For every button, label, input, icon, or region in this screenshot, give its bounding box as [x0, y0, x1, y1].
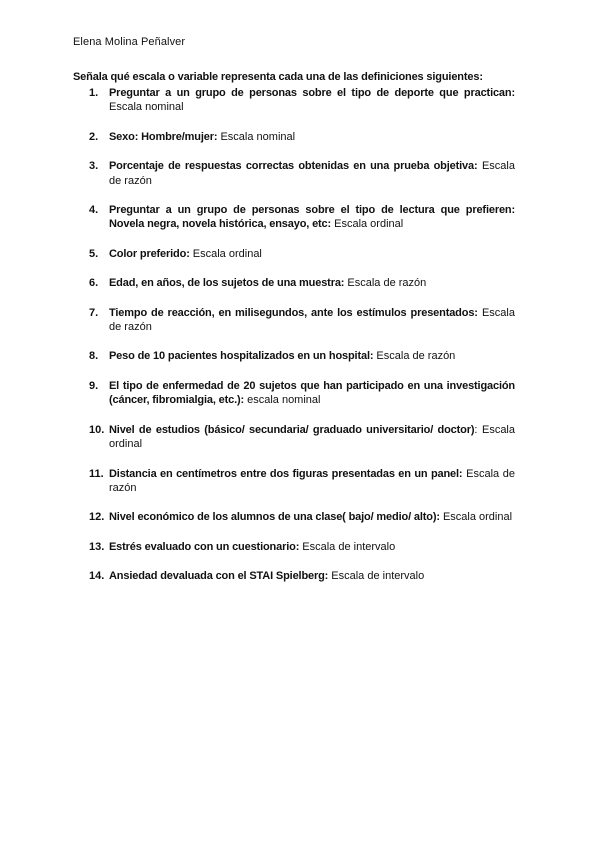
- item-number: 12.: [89, 511, 105, 524]
- item-answer: Escala ordinal: [442, 511, 513, 524]
- question-list: [73, 86, 515, 599]
- item-number: 5.: [89, 247, 99, 260]
- item-question: Nivel económico de los alumnos de una clase( bajo/ medio/ alto):: [109, 511, 440, 524]
- item-number: 1.: [89, 87, 99, 99]
- item-question: Nivel de estudios (básico/ secundaria/ graduado universitario/ doctor): [109, 423, 475, 436]
- instructions-heading: Señala qué escala o variable representa cada una de las definiciones siguientes:: [73, 71, 483, 83]
- list-item: [73, 247, 515, 261]
- item-number: 3.: [89, 160, 99, 173]
- item-answer: Escala de razón: [109, 160, 515, 187]
- item-answer: Escala de intervalo: [331, 570, 425, 583]
- list-item: [73, 510, 515, 524]
- item-number: 14.: [89, 570, 105, 583]
- item-number: 2.: [89, 130, 99, 143]
- item-answer: Escala de razón: [109, 467, 516, 494]
- item-question: El tipo de enfermedad de 20 sujetos que han participado en una investigación (cáncer, fibromialgia, etc.):: [109, 379, 515, 407]
- list-item: [73, 467, 515, 496]
- item-question: Estrés evaluado con un cuestionario:: [109, 540, 300, 553]
- item-question: Distancia en centímetros entre dos figuras presentadas en un panel:: [109, 467, 463, 480]
- list-item: [73, 130, 515, 144]
- item-question: Preguntar a un grupo de personas sobre el tipo de lectura que prefieren: Novela negra, novela histórica, ensayo, etc:: [109, 204, 515, 231]
- item-answer: Escala de razón: [376, 350, 456, 363]
- list-item: [73, 423, 515, 452]
- item-number: 8.: [89, 350, 99, 363]
- item-number: 10.: [89, 423, 105, 436]
- item-number: 7.: [89, 306, 99, 319]
- item-question: Sexo: Hombre/mujer:: [109, 130, 218, 143]
- item-answer: Escala nominal: [220, 130, 296, 143]
- list-item: [73, 540, 515, 554]
- list-item: [73, 306, 515, 335]
- item-answer: Escala de razón: [347, 277, 427, 290]
- item-question: Peso de 10 pacientes hospitalizados en un hospital:: [109, 350, 374, 363]
- item-number: 9.: [89, 379, 99, 392]
- item-question: Preguntar a un grupo de personas sobre el tipo de deporte que practican:: [109, 87, 515, 99]
- item-question: Ansiedad devaluada con el STAI Spielberg:: [109, 570, 329, 583]
- item-number: 13.: [89, 540, 105, 553]
- item-question: Color preferido:: [109, 247, 190, 260]
- item-answer: escala nominal: [247, 394, 321, 407]
- item-answer: : Escala ordinal: [109, 423, 515, 451]
- author-name: Elena Molina Peñalver: [73, 36, 186, 48]
- item-number: 4.: [89, 204, 99, 217]
- item-answer: Escala de razón: [109, 306, 515, 334]
- item-number: 6.: [89, 277, 99, 290]
- list-item: [73, 379, 515, 408]
- item-question: Porcentaje de respuestas correctas obtenidas en una prueba objetiva:: [109, 160, 478, 173]
- list-item: [73, 203, 515, 232]
- item-answer: Escala de intervalo: [302, 540, 396, 553]
- item-question: Tiempo de reacción, en milisegundos, ante los estímulos presentados:: [109, 306, 478, 319]
- list-item: [73, 159, 515, 188]
- item-question: Edad, en años, de los sujetos de una muestra:: [109, 277, 345, 290]
- item-answer: Escala ordinal: [192, 247, 262, 260]
- list-item: [73, 276, 515, 290]
- item-number: 11.: [89, 467, 104, 480]
- item-answer: Escala ordinal: [334, 218, 404, 231]
- item-answer: Escala nominal: [109, 101, 184, 114]
- list-item: [73, 86, 515, 115]
- list-item: [73, 569, 515, 583]
- list-item: [73, 349, 515, 363]
